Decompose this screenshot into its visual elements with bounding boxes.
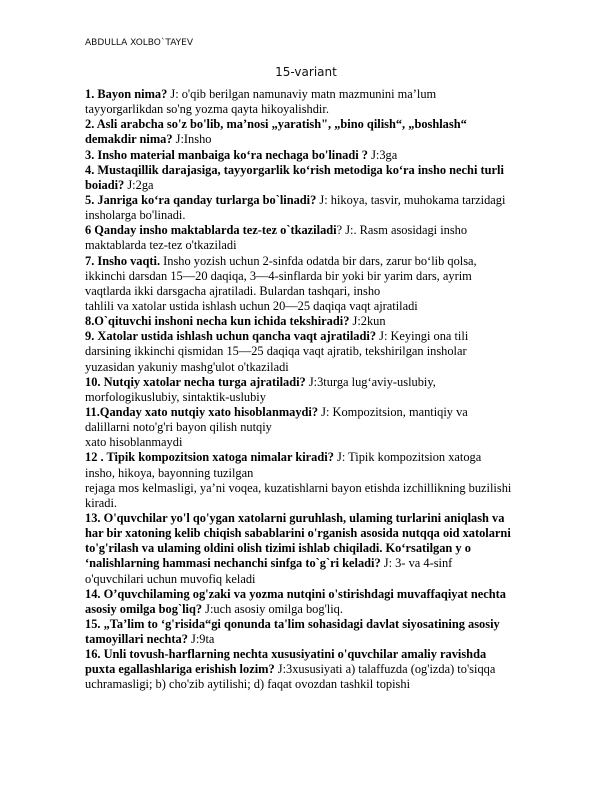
- answer-text: Insho yozish uchun 2-sinfda odatda bir dars, zarur boʻlib qolsa,: [163, 253, 477, 268]
- answer-text: J:3turga lug‘aviy-uslubiy,: [308, 374, 436, 389]
- answer-text: rejaga mos kelmasligi, ya’ni voqea, kuzatishlarni bayon etishda izchillikning buzilishi: [85, 480, 512, 495]
- question-text: demakdir nima?: [85, 132, 176, 147]
- answer-text: insho, hikoya, bayonning tuzilgan: [85, 465, 254, 480]
- answer-text: J:3ga: [371, 147, 398, 162]
- text-line: [85, 254, 575, 269]
- text-line: [85, 632, 575, 647]
- question-text: puxta egallashlariga erishish lozim?: [85, 662, 278, 677]
- answer-text: tahlili va xatolar ustida ishlash uchun 20—25 daqiqa vaqt ajratiladi: [85, 298, 418, 313]
- question-text: 7. Insho vaqti.: [85, 253, 164, 268]
- text-line: [85, 178, 575, 193]
- question-text: 2. Asli arabcha so'z bo'lib, ma’nosi „yaratish", „bino qilish“, „boshlash“: [85, 117, 467, 132]
- text-line: [85, 511, 575, 526]
- text-line: [85, 299, 575, 314]
- text-line: [85, 117, 575, 132]
- answer-text: tayyorgarlikdan so'ng yozma qayta hikoyalishdir.: [85, 102, 329, 117]
- answer-text: J: hikoya, tasvir, muhokama tarzidagi: [319, 192, 506, 207]
- text-line: [85, 617, 575, 632]
- text-line: [85, 344, 575, 359]
- question-text: 5. Janriga koʻra qanday turlarga bo`linadi?: [85, 192, 320, 207]
- question-text: 16. Unli tovush-harflarning nechta xususiyatini o'quvchilar amaliy ravishda: [85, 647, 487, 662]
- text-line: [85, 541, 575, 556]
- answer-text: xato hisoblanmaydi: [85, 435, 183, 450]
- text-line: [85, 284, 575, 299]
- answer-text: J:2ga: [127, 177, 154, 192]
- answer-text: J:9ta: [191, 632, 215, 647]
- answer-text: kiradi.: [85, 495, 117, 510]
- answer-text: maktablarda tez-tez o'tkaziladi: [85, 238, 237, 253]
- text-line: [85, 87, 575, 102]
- text-line: [85, 602, 575, 617]
- text-line: [85, 647, 575, 662]
- answer-text: J: Kompozitsion, mantiqiy va: [321, 404, 468, 419]
- text-line: [85, 662, 575, 677]
- variant-title: 15-variant: [275, 65, 337, 79]
- question-text: 14. O’quvchilaming og'zaki va yozma nutqini o'stirishdagi muvaffaqiyat nechta: [85, 586, 506, 601]
- text-line: [85, 556, 575, 571]
- text-line: [85, 360, 575, 375]
- text-line: [85, 314, 575, 329]
- answer-text: J: o'qib berilgan namunaviy matn mazmunini ma’lum: [170, 87, 437, 101]
- text-line: [85, 269, 575, 284]
- question-list: [85, 87, 575, 693]
- answer-text: J:uch asosiy omilga bog'liq.: [205, 601, 343, 616]
- question-text: 4. Mustaqillik darajasiga, tayyorgarlik koʻrish metodiga koʻra insho nechi turli: [85, 162, 504, 177]
- question-text: ‘nalishlarning hammasi nechanchi sinfga to`g`ri keladi?: [85, 556, 384, 571]
- text-line: [85, 132, 575, 147]
- answer-text: J:3xususiyati a) talaffuzda (og'izda) to'siqqa: [277, 662, 496, 677]
- question-text: asosiy omilga bog`liq?: [85, 601, 206, 616]
- question-text: 1. Bayon nima?: [85, 87, 171, 101]
- text-line: [85, 405, 575, 420]
- answer-text: J:2kun: [352, 314, 386, 329]
- question-text: 10. Nutqiy xatolar necha turga ajratiladi?: [85, 374, 309, 389]
- text-line: [85, 208, 575, 223]
- text-line: [85, 148, 575, 163]
- text-line: [85, 677, 575, 692]
- question-text: 3. Insho material manbaiga koʻra nechaga bo'linadi ?: [85, 147, 372, 162]
- question-text: tamoyillari nechta?: [85, 632, 191, 647]
- answer-text: darsining ikkinchi qismidan 15—25 daqiqa vaqt ajratib, tekshirilgan insholar: [85, 344, 467, 359]
- text-line: [85, 435, 575, 450]
- text-line: [85, 466, 575, 481]
- answer-text: insholarga bo'linadi.: [85, 208, 186, 223]
- answer-text: J:Insho: [175, 132, 212, 147]
- text-line: [85, 223, 575, 238]
- answer-text: o'quvchilari uchun muvofiq keladi: [85, 571, 256, 586]
- text-line: [85, 572, 575, 587]
- question-text: boiadi?: [85, 177, 128, 192]
- answer-text: J: 3- va 4-sinf: [383, 556, 453, 571]
- text-line: [85, 526, 575, 541]
- text-line: [85, 496, 575, 511]
- text-line: [85, 450, 575, 465]
- text-line: [85, 163, 575, 178]
- answer-text: J: Tipik kompozitsion xatoga: [337, 450, 482, 465]
- answer-text: yuzasidan yakuniy mashg'ulot o'tkaziladi: [85, 359, 289, 374]
- question-text: 11.Qanday xato nutqiy xato hisoblanmaydi?: [85, 404, 322, 419]
- question-text: 9. Xatolar ustida ishlash uchun qancha vaqt ajratiladi?: [85, 329, 380, 344]
- answer-text: ? J:. Rasm asosidagi insho: [336, 223, 468, 238]
- text-line: [85, 238, 575, 253]
- answer-text: morfologikuslubiy, sintaktik-uslubiy: [85, 389, 266, 404]
- question-text: 15. „Ta’lim to ‘g'risida“gi qonunda ta'lim sohasidagi davlat siyosatining asosiy: [85, 616, 500, 631]
- text-line: [85, 329, 575, 344]
- text-line: [85, 390, 575, 405]
- answer-text: uchramasligi; b) cho'zib aytilishi; d) faqat ovozdan tashkil topishi: [85, 677, 411, 692]
- question-text: 6 Qanday insho maktablarda tez-tez o`tkaziladi: [85, 223, 337, 238]
- question-text: har bir xatoning kelib chiqish sabablarini o'rganish asosida nutqqa oid xatolarni: [85, 526, 511, 541]
- answer-text: J: Keyingi ona tili: [379, 329, 469, 344]
- question-text: 12 . Tipik kompozitsion xatoga nimalar kiradi?: [85, 450, 337, 465]
- text-line: [85, 375, 575, 390]
- question-text: 13. O'quvchilar yo'l qo'ygan xatolarni guruhlash, ulaming turlarini aniqlash va: [85, 510, 505, 525]
- text-line: [85, 420, 575, 435]
- answer-text: ikkinchi darsdan 15—20 daqiqa, 3—4-sinflarda bir yoki bir yarim dars, ayrim: [85, 268, 472, 283]
- answer-text: dalillarni noto'g'ri bayon qilish nutqiy: [85, 420, 272, 435]
- question-text: 8.O`qituvchi inshoni necha kun ichida tekshiradi?: [85, 314, 353, 329]
- text-line: [85, 481, 575, 496]
- answer-text: vaqtlarda ikki darsgacha ajratiladi. Bulardan tashqari, insho: [85, 283, 381, 298]
- text-line: [85, 587, 575, 602]
- question-text: to'g'rilash va ulaming oldini olish tizimi ishlab chiqiladi. Koʻrsatilgan y o: [85, 541, 471, 556]
- text-line: [85, 102, 575, 117]
- header-author: ABDULLA XOLBO`TAYEV: [85, 38, 193, 48]
- text-line: [85, 193, 575, 208]
